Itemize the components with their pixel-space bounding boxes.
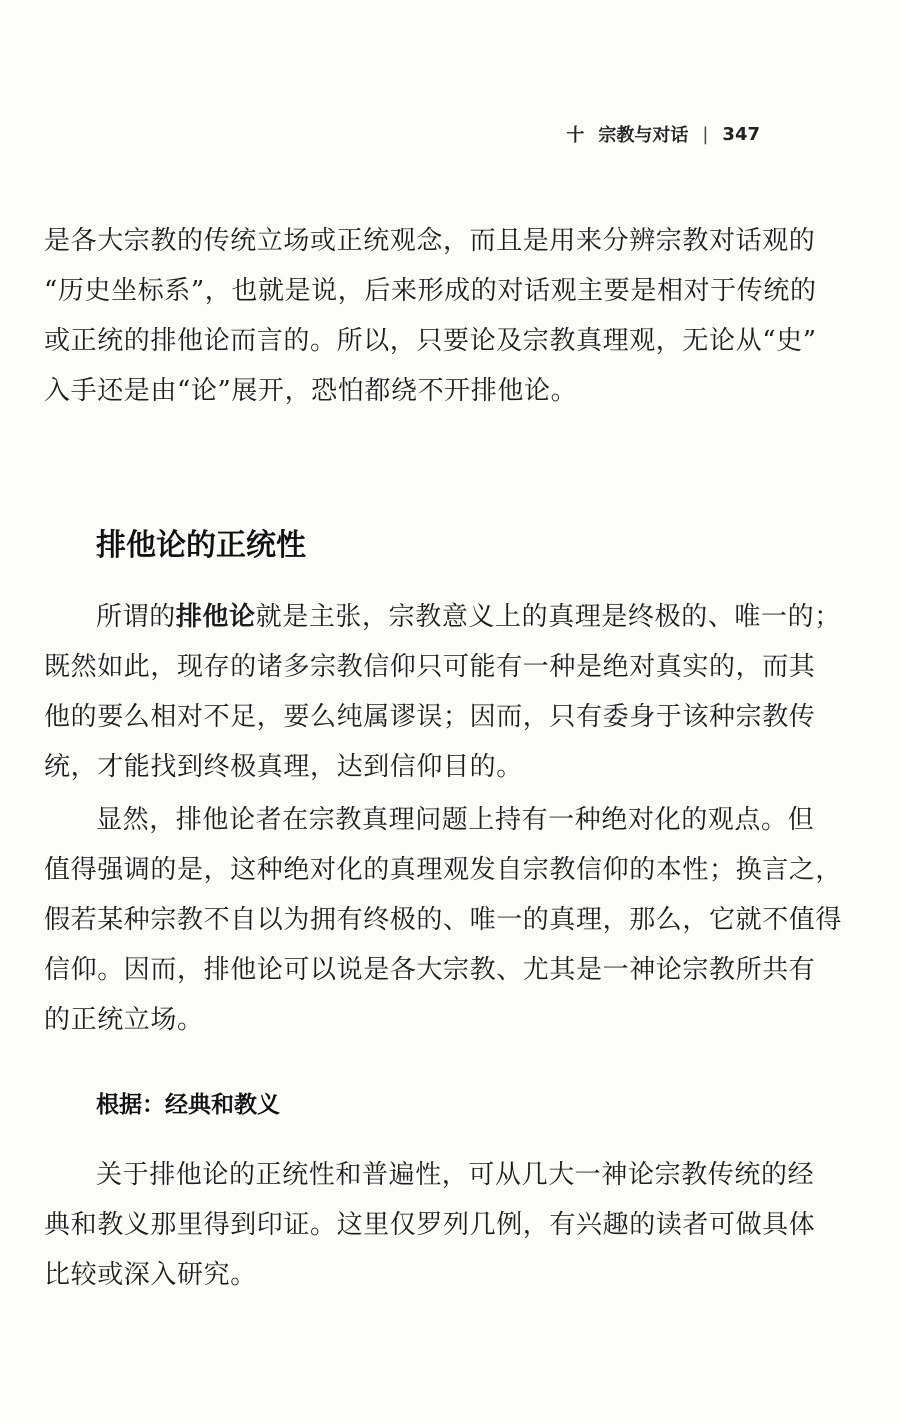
text-line: 的正统立场。 <box>44 1005 204 1035</box>
text-line: “历史坐标系”，也就是说，后来形成的对话观主要是相对于传统的 <box>44 276 817 306</box>
text-line: 典和教义那里得到印证。这里仅罗列几例，有兴趣的读者可做具体 <box>44 1210 816 1240</box>
header-separator: | <box>702 123 709 145</box>
page-number: 347 <box>722 123 760 145</box>
text-line: 值得强调的是，这种绝对化的真理观发自宗教信仰的本性；换言之， <box>44 855 843 885</box>
chapter-title: 宗教与对话 <box>598 125 689 146</box>
text-line <box>44 592 841 642</box>
text-line: 入手还是由“论”展开，恐怕都绕不开排他论。 <box>44 376 578 406</box>
chapter-number: 十 <box>566 125 585 146</box>
text-run: 所谓的 <box>96 602 176 632</box>
paragraph-definition <box>44 592 841 792</box>
section-heading: 排他论的正统性 <box>96 528 306 563</box>
text-line: 信仰。因而，排他论可以说是各大宗教、尤其是一神论宗教所共有 <box>44 955 816 985</box>
text-line: 统，才能找到终极真理，达到信仰目的。 <box>44 752 523 782</box>
text-line: 假若某种宗教不自以为拥有终极的、唯一的真理，那么，它就不值得 <box>44 905 843 935</box>
text-line: 既然如此，现存的诸多宗教信仰只可能有一种是绝对真实的，而其 <box>44 652 816 682</box>
text-line: 是各大宗教的传统立场或正统观念，而且是用来分辨宗教对话观的 <box>44 226 816 256</box>
text-line: 比较或深入研究。 <box>44 1260 257 1290</box>
intro-paragraph <box>44 216 817 416</box>
text-run: 就是主张，宗教意义上的真理是终极的、唯一的； <box>255 602 841 632</box>
text-line: 他的要么相对不足，要么纯属谬误；因而，只有委身于该种宗教传 <box>44 702 816 732</box>
paragraph-explanation <box>44 795 843 1045</box>
paragraph-evidence <box>44 1150 816 1300</box>
text-line: 或正统的排他论而言的。所以，只要论及宗教真理观，无论从“史” <box>44 326 817 356</box>
bold-term: 排他论 <box>175 602 256 632</box>
text-line: 显然，排他论者在宗教真理问题上持有一种绝对化的观点。但 <box>96 805 815 835</box>
subsection-heading: 根据：经典和教义 <box>96 1092 280 1118</box>
running-header <box>566 121 760 147</box>
text-line: 关于排他论的正统性和普遍性，可从几大一神论宗教传统的经 <box>96 1160 815 1190</box>
